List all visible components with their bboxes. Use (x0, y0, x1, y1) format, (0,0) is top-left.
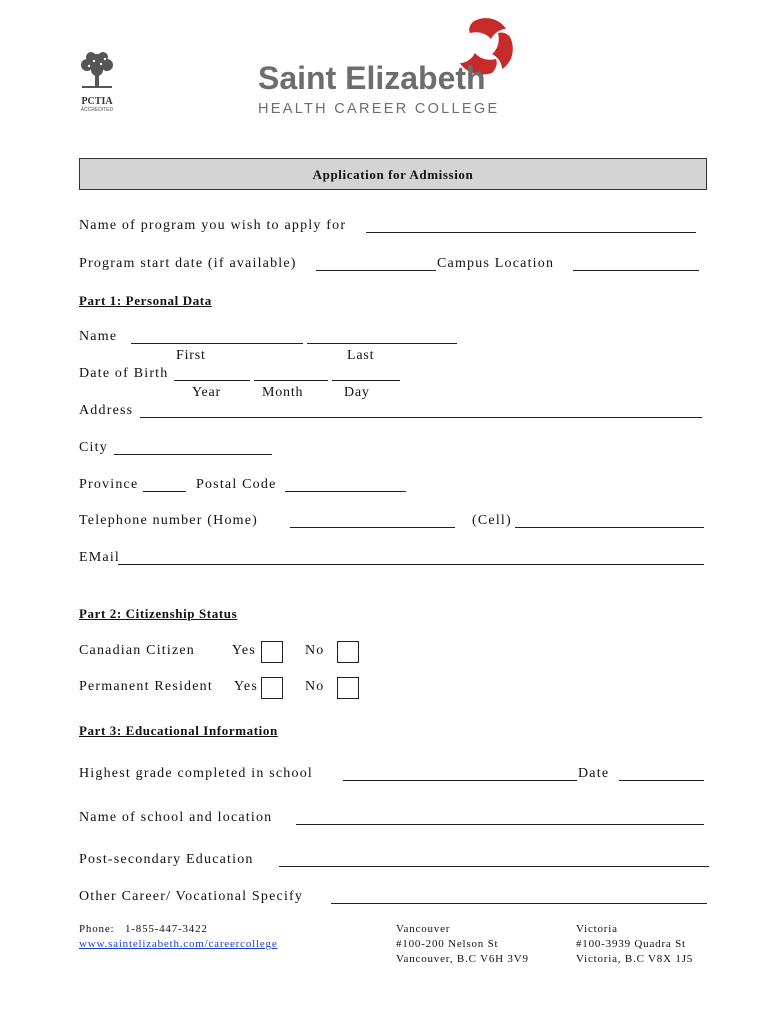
email-field[interactable] (118, 564, 704, 565)
tree-icon (72, 50, 122, 92)
footer-phone: Phone: 1-855-447-3422 (79, 923, 208, 935)
canadian-label: Canadian Citizen (79, 643, 196, 658)
city-label: City (79, 440, 108, 455)
address-label: Address (79, 403, 134, 418)
address-field[interactable] (140, 417, 702, 418)
other-career-field[interactable] (331, 903, 707, 904)
footer-vancouver-postal: Vancouver, B.C V6H 3V9 (396, 953, 529, 965)
dob-day-field[interactable] (332, 380, 400, 381)
province-field[interactable] (143, 491, 186, 492)
permanent-yes-checkbox[interactable] (261, 677, 283, 699)
dob-month-field[interactable] (254, 380, 328, 381)
name-label: Name (79, 329, 118, 344)
start-date-label: Program start date (if available) (79, 256, 297, 271)
post-secondary-label: Post-secondary Education (79, 852, 254, 867)
last-label: Last (347, 348, 375, 363)
school-field[interactable] (296, 824, 704, 825)
other-career-label: Other Career/ Vocational Specify (79, 889, 304, 904)
highest-grade-label: Highest grade completed in school (79, 766, 313, 781)
form-title-bar (79, 158, 707, 190)
telephone-field[interactable] (290, 527, 455, 528)
grade-date-label: Date (578, 766, 610, 781)
pctia-logo-text: PCTIA (81, 96, 113, 107)
footer-victoria-address: #100-3939 Quadra St (576, 938, 686, 950)
telephone-label: Telephone number (Home) (79, 513, 259, 528)
dob-year-field[interactable] (174, 380, 250, 381)
footer-website-link[interactable]: www.saintelizabeth.com/careercollege (79, 938, 278, 950)
grade-date-field[interactable] (619, 780, 704, 781)
program-field[interactable] (366, 232, 696, 233)
footer-vancouver-city: Vancouver (396, 923, 451, 935)
form-title: Application for Admission (312, 167, 474, 182)
year-label: Year (192, 385, 221, 400)
first-label: First (176, 348, 206, 363)
email-label: EMail (79, 550, 120, 565)
city-field[interactable] (114, 454, 272, 455)
footer-victoria-postal: Victoria, B.C V8X 1J5 (576, 953, 694, 965)
pctia-accredited-text: ACCREDITED (80, 107, 114, 113)
program-label: Name of program you wish to apply for (79, 218, 347, 233)
canadian-no-checkbox[interactable] (337, 641, 359, 663)
highest-grade-field[interactable] (343, 780, 577, 781)
month-label: Month (262, 385, 304, 400)
campus-field[interactable] (573, 270, 699, 271)
canadian-no-label: No (305, 643, 325, 658)
part2-heading: Part 2: Citizenship Status (79, 606, 238, 621)
permanent-no-checkbox[interactable] (337, 677, 359, 699)
part3-heading: Part 3: Educational Information (79, 723, 278, 738)
cell-field[interactable] (515, 527, 704, 528)
permanent-label: Permanent Resident (79, 679, 213, 694)
post-secondary-field[interactable] (279, 866, 709, 867)
permanent-yes-label: Yes (234, 679, 258, 694)
province-label: Province (79, 477, 139, 492)
canadian-yes-checkbox[interactable] (261, 641, 283, 663)
last-name-field[interactable] (307, 343, 457, 344)
school-label: Name of school and location (79, 810, 273, 825)
day-label: Day (344, 385, 370, 400)
pctia-logo (72, 50, 122, 113)
postal-field[interactable] (285, 491, 406, 492)
college-name: Saint Elizabeth (258, 60, 486, 96)
footer-vancouver-address: #100-200 Nelson St (396, 938, 499, 950)
permanent-no-label: No (305, 679, 325, 694)
college-subtitle: HEALTH CAREER COLLEGE (258, 101, 500, 117)
postal-label: Postal Code (196, 477, 277, 492)
cell-label: (Cell) (472, 513, 512, 528)
dob-label: Date of Birth (79, 366, 169, 381)
canadian-yes-label: Yes (232, 643, 256, 658)
start-date-field[interactable] (316, 270, 436, 271)
part1-heading: Part 1: Personal Data (79, 293, 212, 308)
first-name-field[interactable] (131, 343, 303, 344)
footer-victoria-city: Victoria (576, 923, 618, 935)
campus-label: Campus Location (437, 256, 555, 271)
